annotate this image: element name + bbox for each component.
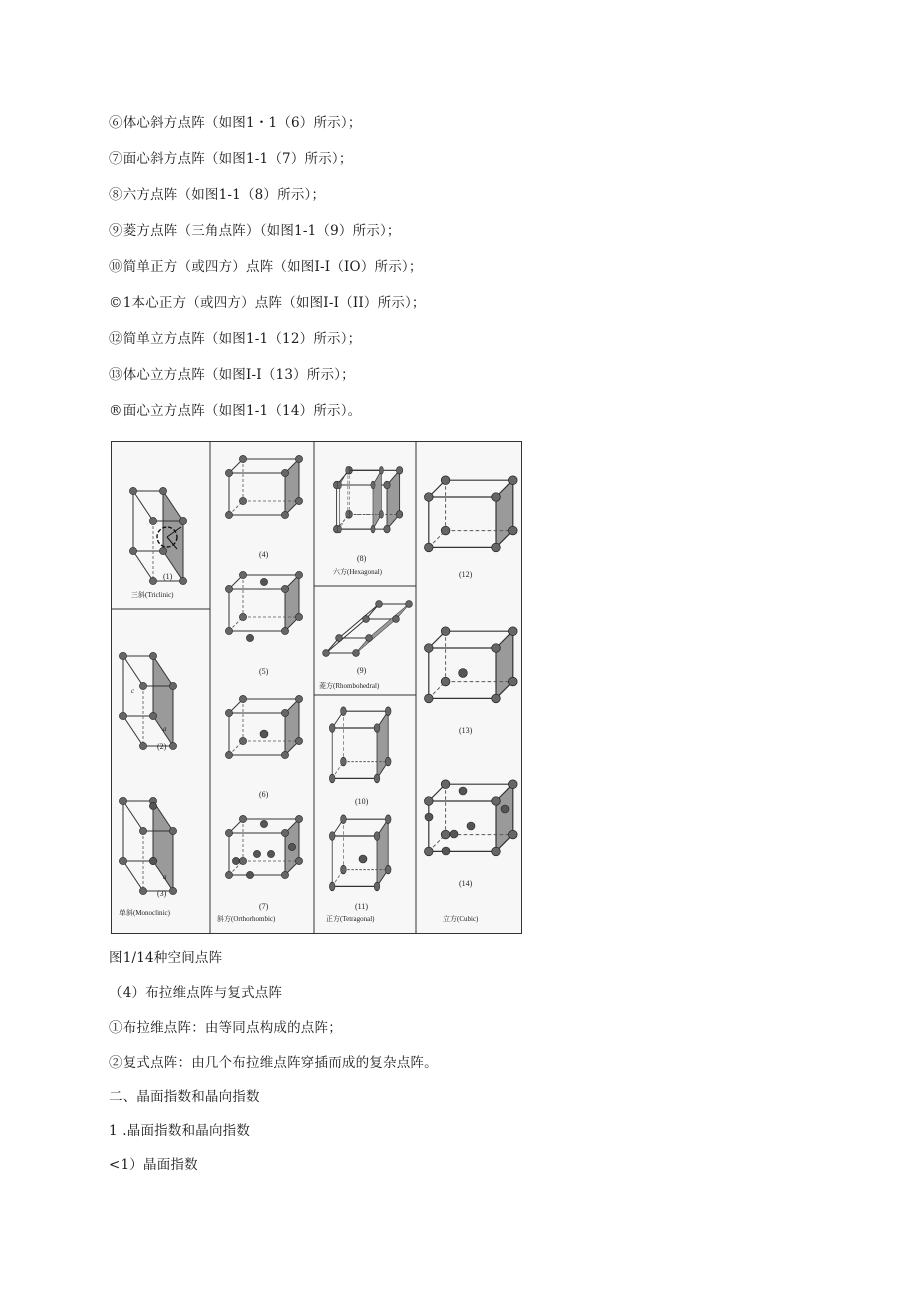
system-label-monoclinic: 单斜(Monoclinic) — [119, 909, 170, 917]
bravais-lattice-figure — [111, 441, 522, 934]
svg-text:a: a — [163, 873, 167, 881]
system-label-triclinic: 三斜(Triclinic) — [131, 591, 174, 599]
lattice-number: (7) — [259, 902, 269, 911]
lattice-number: (4) — [259, 550, 269, 559]
definition-line: ①布拉维点阵：由等同点构成的点阵； — [109, 1020, 342, 1036]
lattice-number: (12) — [459, 570, 473, 579]
list-item: ⑦面心斜方点阵（如图1-1（7）所示）； — [109, 151, 353, 167]
list-item: ⑫简单立方点阵（如图1-1（12）所示）； — [109, 331, 362, 347]
list-item: ⑬体心立方点阵（如图I-I（13）所示）； — [109, 367, 355, 383]
list-item: ©1本心正方（或四方）点阵（如图I-I（II）所示）； — [109, 295, 426, 311]
svg-text:a: a — [163, 725, 167, 733]
lattice-number: (8) — [357, 554, 367, 563]
section-heading: <1）晶面指数 — [109, 1157, 198, 1173]
lattice-number: (3) — [157, 889, 167, 898]
lattice-number: (1) — [163, 572, 173, 581]
list-item: ⑥体心斜方点阵（如图1・1（6）所示）； — [109, 115, 362, 131]
system-label-rhombohedral: 菱方(Rhombohedral) — [319, 682, 380, 690]
list-item: ®面心立方点阵（如图1-1（14）所示）。 — [109, 403, 362, 419]
section-heading: 1 .晶面指数和晶向指数 — [109, 1123, 251, 1139]
lattice-number: (9) — [357, 666, 367, 675]
system-label-orthorhombic: 斜方(Orthorhombic) — [217, 915, 276, 923]
figure-caption: 图1/14种空间点阵 — [109, 950, 223, 966]
lattice-number: (6) — [259, 790, 269, 799]
system-label-hexagonal: 六方(Hexagonal) — [333, 568, 382, 576]
definition-line: ②复式点阵：由几个布拉维点阵穿插而成的复杂点阵。 — [109, 1055, 438, 1071]
list-item: ⑨菱方点阵（三角点阵）（如图1-1（9）所示）； — [109, 223, 401, 239]
svg-text:c: c — [131, 687, 135, 695]
list-item: ⑩简单正方（或四方）点阵（如图I-I（IO）所示）； — [109, 259, 423, 275]
lattice-number: (14) — [459, 879, 473, 888]
system-label-tetragonal: 正方(Tetragonal) — [326, 915, 375, 923]
system-label-cubic: 立方(Cubic) — [443, 915, 479, 923]
lattice-number: (10) — [355, 797, 369, 806]
section-heading: 二、晶面指数和晶向指数 — [109, 1089, 260, 1105]
lattice-number: (2) — [157, 742, 167, 751]
section-heading: （4）布拉维点阵与复式点阵 — [109, 985, 283, 1001]
lattice-number: (5) — [259, 667, 269, 676]
lattice-number: (13) — [459, 726, 473, 735]
list-item: ⑧六方点阵（如图1-1（8）所示）； — [109, 187, 326, 203]
lattice-number: (11) — [355, 902, 369, 911]
